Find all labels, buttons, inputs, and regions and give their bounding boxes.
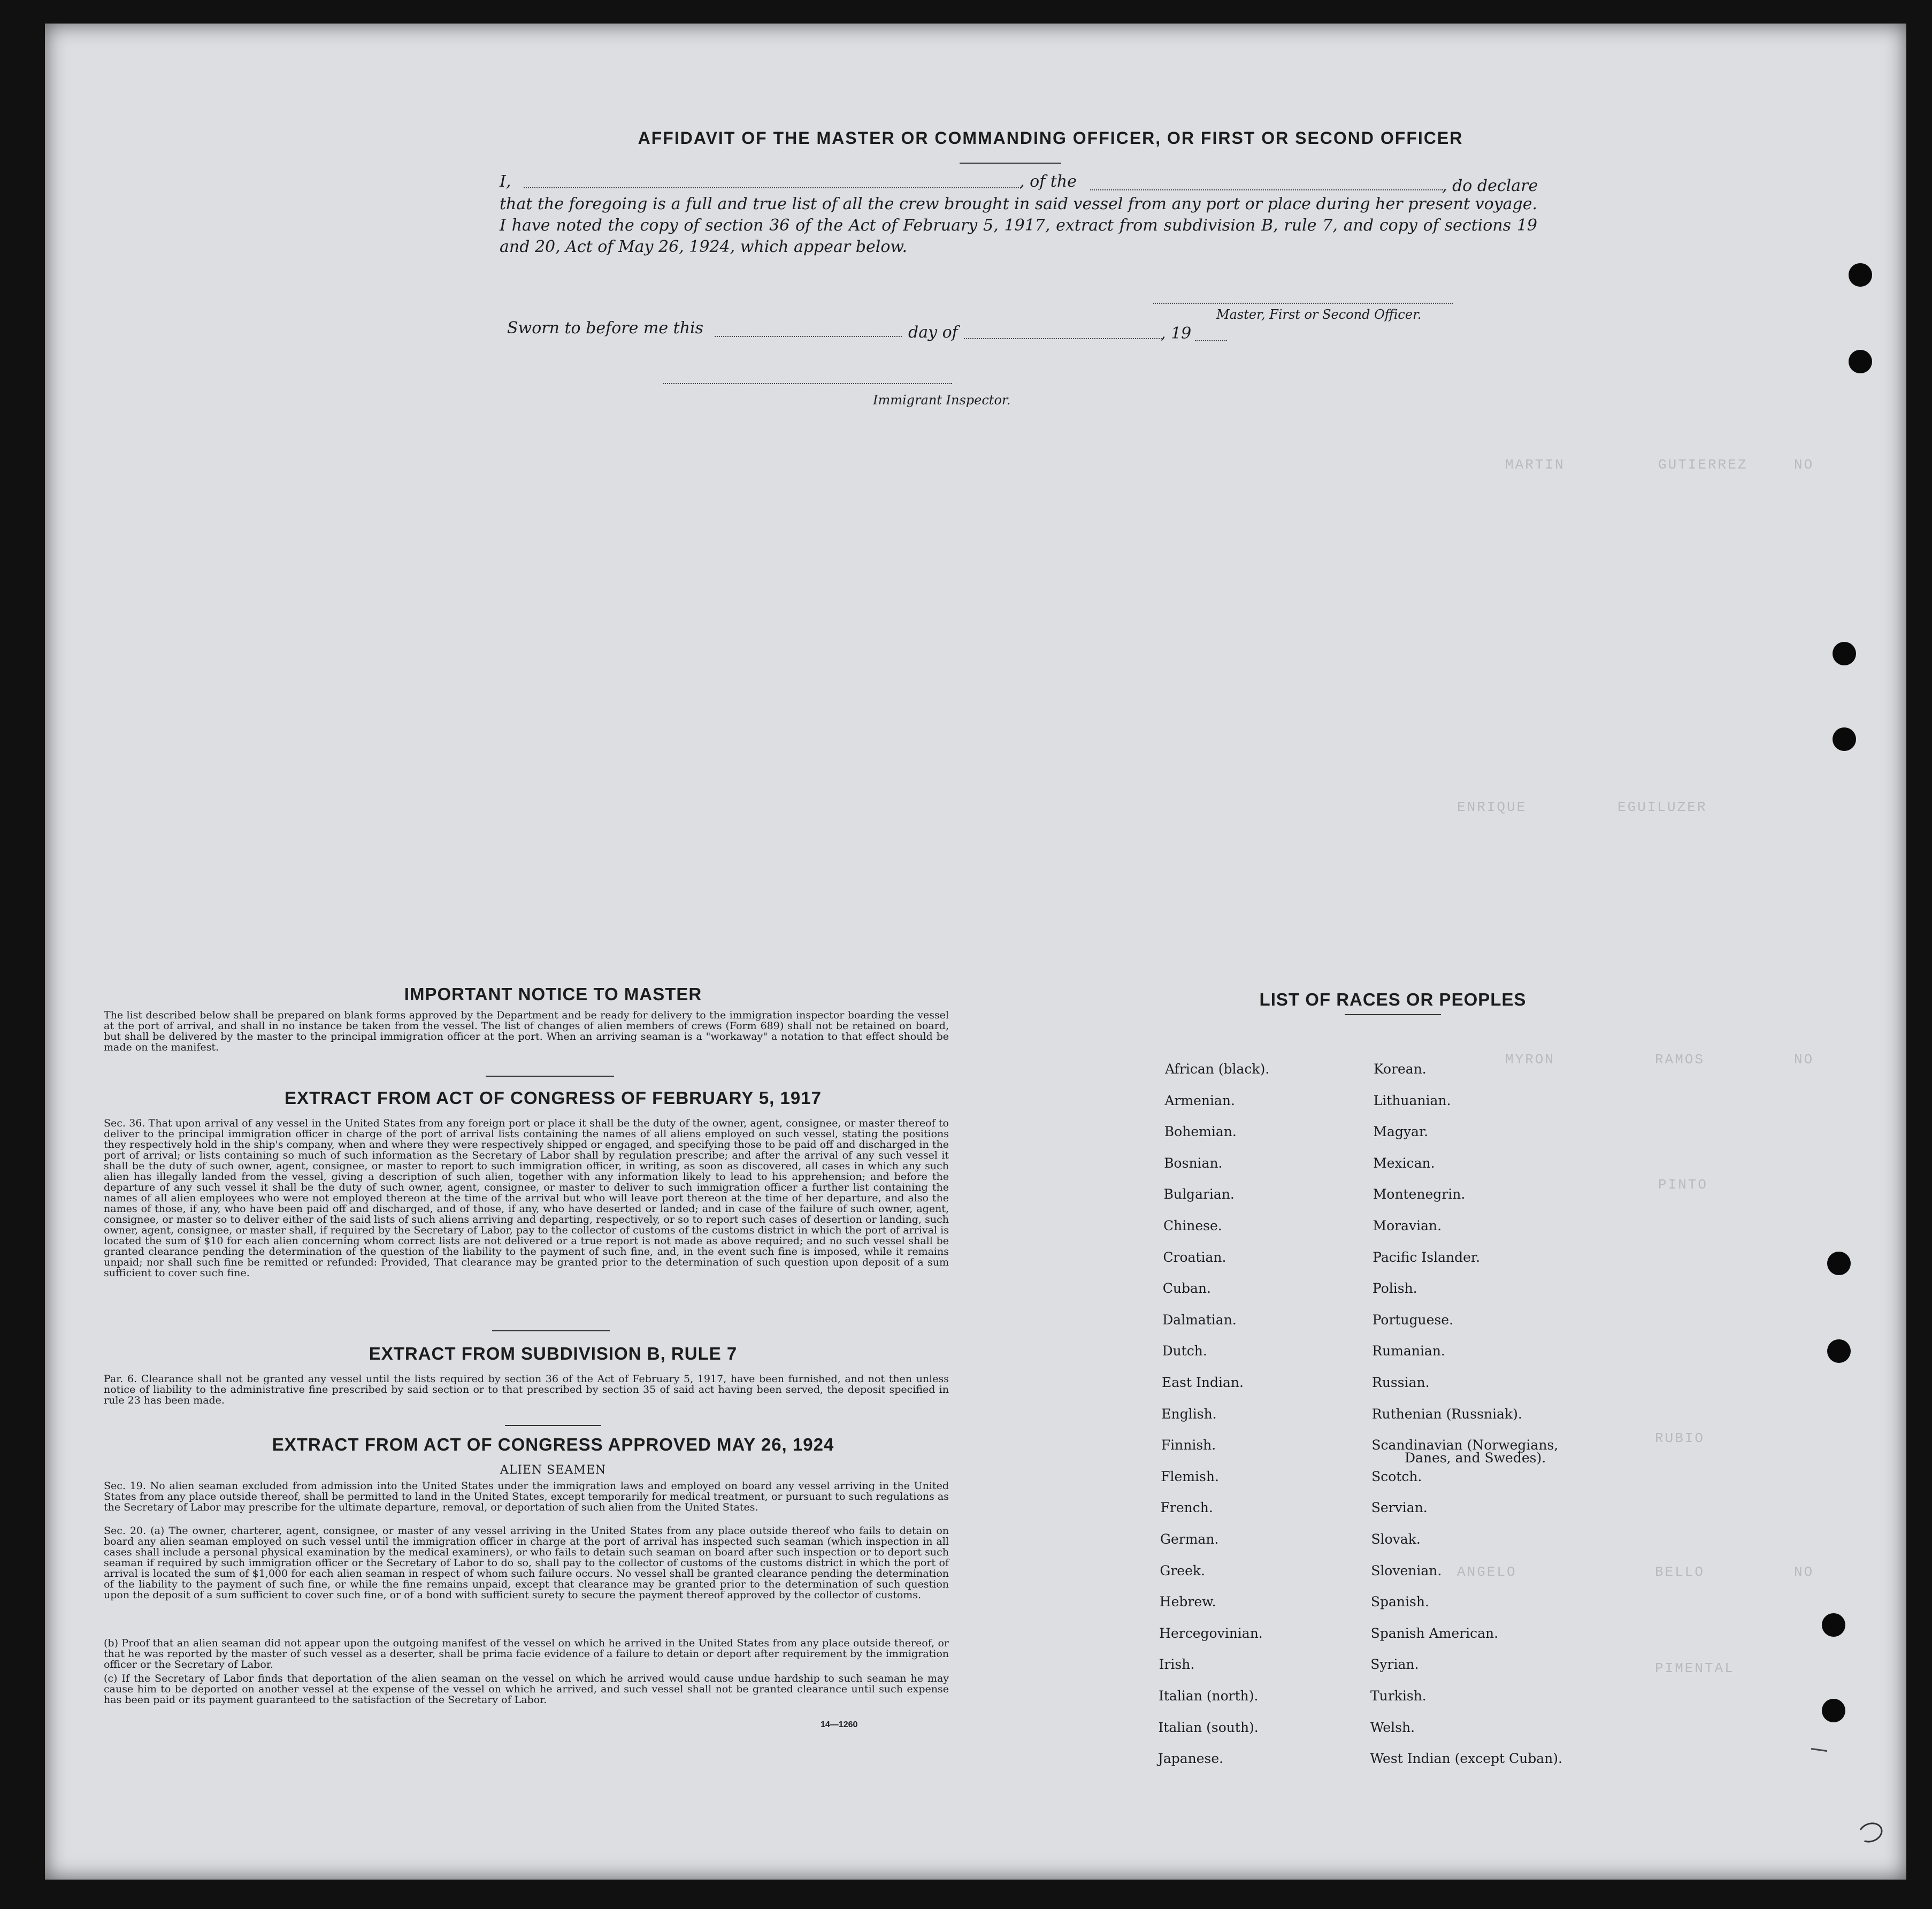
sec20b-text: (b) Proof that an alien seaman did not appear upon the outgoing manifest of the vessel on which he arrived in the United States from any place outside thereof, or that he was reported by the master of such vessel as a deserter, shall be prima facie evidence of a failure to detain or deport after requirement by the immigration officer or the Secretary of Labor. [104,1637,949,1670]
race-item: Bohemian. [1164,1124,1237,1140]
race-item: Rumanian. [1372,1343,1445,1359]
declarant-name-field[interactable] [524,187,1021,188]
race-item: Hebrew. [1159,1594,1216,1610]
race-item: Italian (north). [1159,1688,1259,1704]
binder-hole [1827,1252,1851,1275]
alien-seamen-subtitle: ALIEN SEAMEN [500,1463,607,1477]
race-item: Polish. [1372,1281,1417,1297]
races-title-underline [1345,1014,1441,1015]
race-item: Chinese. [1163,1218,1222,1233]
sworn-month-field[interactable] [964,338,1162,339]
binder-hole [1849,263,1872,287]
sec19-text: Sec. 19. No alien seaman excluded from admission into the United States under the immigration laws and employed on board any vessel arriving in the United States from any place outside thereof, shall be permitted to land in the United States, except temporarily for medical treatment, or pursuant to such regulations as the Secretary of Labor may prescribe for the ultimate departure, removal, or deportation of such alien from the United States. [104,1480,949,1513]
inspector-label: Immigrant Inspector. [873,393,1011,408]
race-item: Ruthenian (Russniak). [1371,1406,1522,1422]
title-divider [960,163,1061,164]
sec20c-text: (c) If the Secretary of Labor finds that deportation of the alien seaman on the vessel on which he arrived would cause undue hardship to such seaman he may cause him to be deported on another vessel at the expense of the vessel on which he arrived, and such vessel shall not be granted clearance until such expense has been paid or its payment guaranteed to the satisfaction of the Secretary of Labor. [104,1673,949,1706]
race-item: Dutch. [1162,1343,1207,1359]
sworn-day-field[interactable] [715,336,902,337]
race-item: Spanish. [1370,1594,1429,1610]
race-item: Spanish American. [1370,1625,1499,1641]
race-item: Bulgarian. [1163,1186,1235,1202]
notice-divider [486,1076,614,1077]
race-item: Cuban. [1162,1281,1211,1297]
race-item: Syrian. [1370,1657,1419,1673]
race-item: African (black). [1165,1061,1270,1077]
bleedthrough-text: RUBIO [1655,1430,1705,1446]
bleedthrough-text: EGUILUZER [1617,799,1707,815]
form-number: 14—1260 [821,1720,858,1729]
race-item: Magyar. [1373,1124,1429,1140]
margin-mark [1811,1748,1827,1752]
year-prefix-label: , 19 [1161,324,1192,343]
sec20a-text: Sec. 20. (a) The owner, charterer, agent, consignee, or master of any vessel arriving in the United States from any place outside thereof who fails to detain on board any alien seaman employed on such vessel until the immigration officer in charge at the port of arrival has inspected such seaman (which inspection in all cases shall include a personal physical examination by the medical examiners), or who fails to detain such seaman on board after such inspection or to deport such seaman if required by such immigration officer or the Secretary of Labor to do so, shall pay to the collector of customs of the customs district in which the port of arrival is located the sum of $1,000 for each alien seaman in respect of whom such failure occurs. No vessel shall be granted clearance pending the determination of the liability to the payment of such fine, or while the fine remains unpaid, except that clearance may be granted prior to the determination of such question upon the deposit of a sum sufficient to cover such fine, or of a bond with sufficient surety to secure the payment thereof approved by the collector of customs. [104,1525,949,1601]
race-item: French. [1160,1500,1213,1516]
race-item: Welsh. [1370,1719,1415,1735]
race-item: German. [1160,1531,1219,1547]
master-signature-line [1153,303,1453,304]
inspector-signature-line [663,383,952,384]
rule7-text: Par. 6. Clearance shall not be granted any vessel until the lists required by section 36 of the Act of February 5, 1917, have been furnished, and not then unless notice of liability to the administrative fine prescribed by said section or to that prescribed by section 35 of said act having been served, the deposit specified in rule 23 has been made. [104,1373,949,1406]
race-item: East Indian. [1162,1375,1244,1390]
notice-title: IMPORTANT NOTICE TO MASTER [404,984,702,1004]
declaration-text: that the foregoing is a full and true list of all the crew brought in said vessel from any port or place during her present voyage. I have noted the copy of section 36 of the Act of February 5, 1917, extract from subdivision B, rule 7, and copy of sections 19 and 20, Act of May 26, 1924, which appear below. [500,195,1537,256]
race-item: Scotch. [1371,1468,1422,1484]
binder-hole [1849,350,1872,373]
race-item: Bosnian. [1164,1155,1223,1171]
bleedthrough-text: RAMOS [1655,1052,1705,1068]
race-item: Turkish. [1370,1688,1427,1704]
race-item: Slovenian. [1371,1562,1442,1578]
sworn-label: Sworn to before me this [507,319,704,338]
extract-1917-title: EXTRACT FROM ACT OF CONGRESS OF FEBRUARY 5, 1917 [285,1088,822,1108]
race-item: Dalmatian. [1162,1312,1237,1328]
binder-hole [1822,1613,1845,1637]
race-item: Lithuanian. [1373,1092,1451,1108]
race-item: Finnish. [1161,1437,1216,1453]
rule7-title: EXTRACT FROM SUBDIVISION B, RULE 7 [369,1344,738,1363]
margin-mark [1856,1819,1885,1846]
race-item: Moravian. [1373,1218,1442,1233]
bleedthrough-text: ENRIQUE [1457,799,1527,815]
race-item: West Indian (except Cuban). [1370,1751,1562,1767]
race-item: Servian. [1371,1500,1428,1516]
extract-1917-text: Sec. 36. That upon arrival of any vessel in the United States from any foreign port or place it shall be the duty of the owner, agent, consignee, or master thereof to deliver to the principal immigration officer in charge of the port of arrival lists containing the names of all aliens employed on such vessel, stating the positions they respectively hold in the ship's company, when and where they were respectively shipped or engaged, and specifying those to be paid off and discharged in the port of arrival; or lists containing so much of such information as the Secretary of Labor shall by regulation prescribe; and after the arrival of any such vessel it shall be the duty of such owner, agent, consignee, or master to report to such immigration officer, in writing, as soon as discovered, all cases in which any such alien has illegally landed from the vessel, giving a description of such alien, together with any information likely to lead to his apprehension; and before the departure of any such vessel it shall be the duty of such owner, agent, consignee, or master to deliver to such immigration officer a further list containing the names of all alien employees who were not employed thereon at the time of the arrival but who will leave port thereon at the time of her departure, and also the names of those, if any, who have been paid off and discharged, and of those, if any, who have deserted or landed; and in case of the failure of such owner, agent, consignee, or master so to deliver either of the said lists of such aliens arriving and departing, respectively, or so to report such cases of desertion or landing, such owner, agent, consignee, or master shall, if required by the Secretary of Labor, pay to the collector of customs of the customs district in which the port of arrival is located the sum of $10 for each alien concerning whom correct lists are not delivered or a true report is not made as above required; and no such vessel shall be granted clearance pending the determination of the question of the liability to the payment of such fine, and, in the event such fine is imposed, while it remains unpaid; nor shall such fine be remitted or refunded: Provided, That clearance may be granted prior to the determination of such question upon deposit of a sum sufficient to cover such fine. [104,1117,949,1279]
race-item: Greek. [1160,1562,1205,1578]
sworn-year-field[interactable] [1195,340,1227,341]
bleedthrough-text: BELLO [1655,1564,1705,1580]
master-signature-label: Master, First or Second Officer. [1216,307,1422,322]
race-item: Scandinavian (Norwegians, [1371,1437,1559,1453]
binder-hole [1822,1699,1845,1722]
of-the-label: , of the [1019,172,1077,191]
notice-text: The list described below shall be prepared on blank forms approved by the Department and be ready for delivery to the immigration inspector boarding the vessel at the port of arrival, and shall in no instance be taken from the vessel. The list of changes of alien members of crews (Form 689) shall not be retained on board, but shall be delivered by the master to the principal immigration officer at the port. When an arriving seaman is a "workaway" a notation to that effect should be made on the manifest. [104,1009,949,1053]
race-item: Armenian. [1164,1092,1235,1108]
binder-hole [1827,1339,1851,1363]
rule7-divider [505,1425,601,1426]
race-item-continuation: Danes, and Swedes). [1405,1450,1546,1466]
binder-hole [1833,727,1856,751]
bleedthrough-text: GUTIERREZ [1658,457,1748,473]
bleedthrough-text: NO [1794,457,1814,473]
race-item: Russian. [1372,1375,1430,1390]
bleedthrough-text: PINTO [1658,1177,1708,1193]
race-item: Irish. [1159,1657,1195,1673]
race-item: Portuguese. [1372,1312,1454,1328]
day-of-label: day of [908,323,958,342]
bleedthrough-text: MYRON [1505,1052,1555,1068]
race-item: Croatian. [1163,1249,1226,1265]
bleedthrough-text: MARTIN [1505,457,1565,473]
races-title: LIST OF RACES OR PEOPLES [1259,990,1527,1009]
bleedthrough-text: NO [1794,1564,1814,1580]
race-item: Korean. [1374,1061,1427,1077]
affidavit-title: AFFIDAVIT OF THE MASTER OR COMMANDING OFFICER, OR FIRST OR SECOND OFFICER [638,128,1463,148]
vessel-name-field[interactable] [1090,189,1443,190]
race-item: Slovak. [1371,1531,1421,1547]
bleedthrough-text: NO [1794,1052,1814,1068]
declarant-label: I, [500,172,511,191]
extract-1917-divider [492,1330,610,1331]
race-item: English. [1161,1406,1217,1422]
race-item: Italian (south). [1158,1719,1259,1735]
do-declare-label: , do declare [1442,177,1538,195]
race-item: Hercegovinian. [1159,1625,1263,1641]
bleedthrough-text: PIMENTAL [1655,1660,1735,1676]
extract-1924-title: EXTRACT FROM ACT OF CONGRESS APPROVED MAY 26, 1924 [272,1435,834,1454]
race-item: Japanese. [1157,1751,1224,1767]
race-item: Pacific Islander. [1373,1249,1481,1265]
binder-hole [1833,642,1856,665]
document-sheet [45,24,1906,1880]
race-item: Montenegrin. [1373,1186,1466,1202]
race-item: Flemish. [1161,1468,1219,1484]
bleedthrough-text: ANGELO [1457,1564,1517,1580]
race-item: Mexican. [1373,1155,1435,1171]
